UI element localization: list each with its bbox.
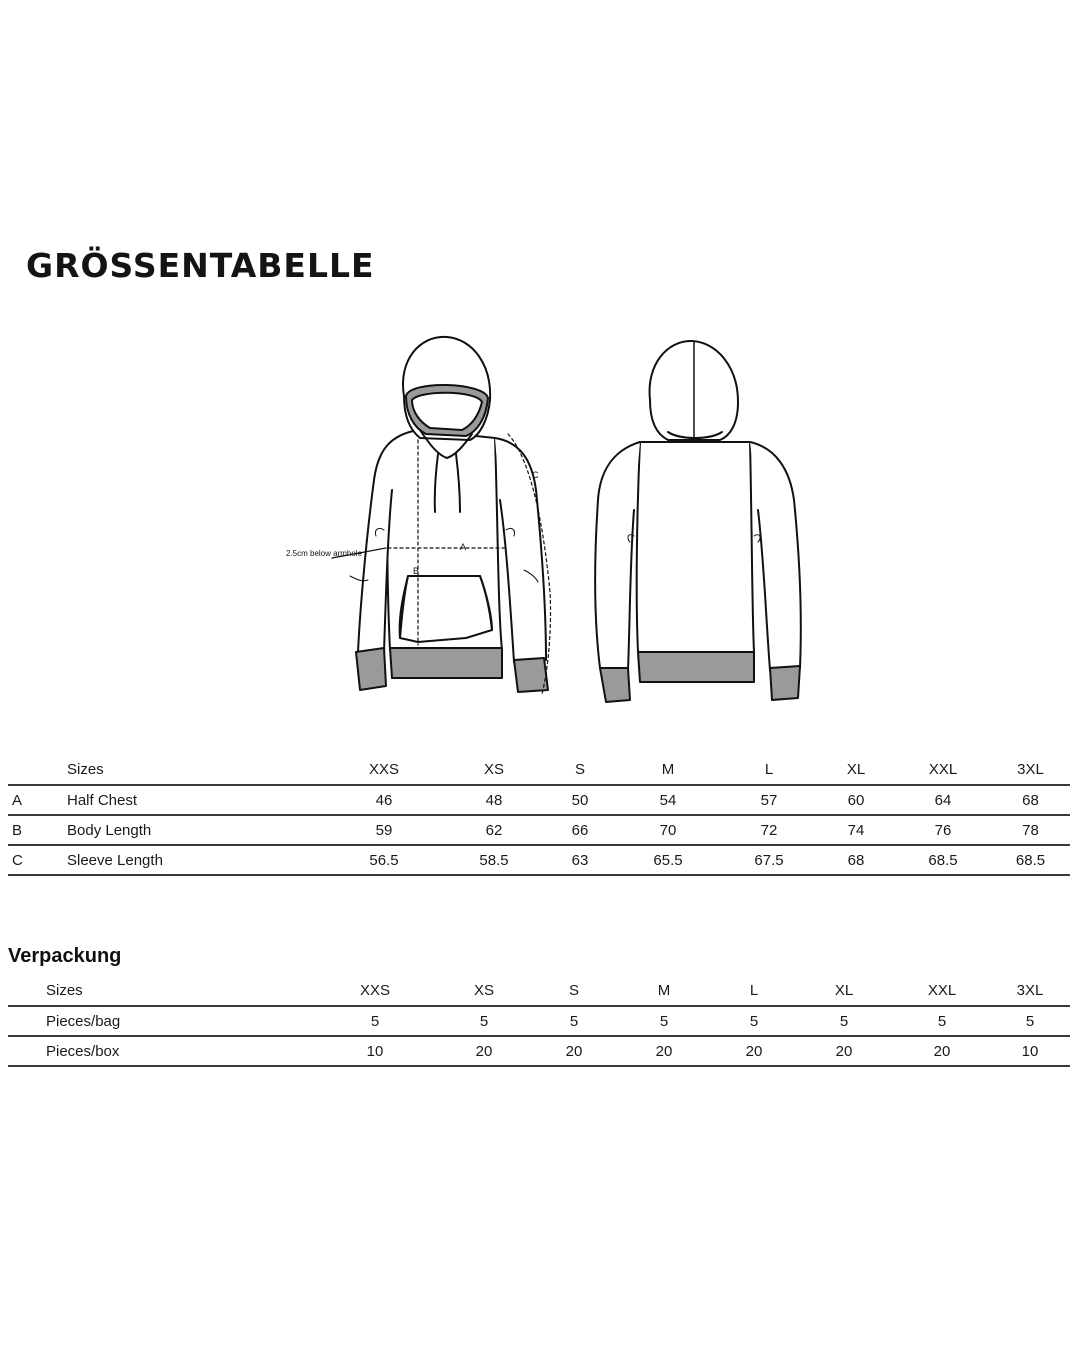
size-col: S bbox=[574, 760, 585, 778]
row-label: Pieces/box bbox=[46, 1036, 316, 1066]
size-col: XL bbox=[846, 760, 866, 778]
page-title: GRÖSSENTABELLE bbox=[26, 246, 375, 285]
hoodie-back bbox=[595, 341, 801, 702]
cell: 76 bbox=[895, 815, 991, 845]
cell: 72 bbox=[721, 815, 817, 845]
cell: 5 bbox=[894, 1006, 990, 1036]
size-table bbox=[8, 754, 1070, 876]
cell: 48 bbox=[443, 785, 545, 815]
cell: 10 bbox=[990, 1036, 1070, 1066]
cell: 58.5 bbox=[443, 845, 545, 875]
row-key: C bbox=[8, 845, 67, 875]
table-row bbox=[8, 1006, 1070, 1036]
cell: 67.5 bbox=[721, 845, 817, 875]
row-label: Half Chest bbox=[67, 785, 325, 815]
table-row bbox=[8, 845, 1070, 875]
cell: 10 bbox=[316, 1036, 434, 1066]
cell: 65.5 bbox=[615, 845, 721, 875]
cell: 20 bbox=[894, 1036, 990, 1066]
header-label: Sizes bbox=[67, 760, 104, 778]
hoodie-illustration bbox=[270, 330, 820, 710]
header-label: Sizes bbox=[46, 981, 83, 999]
cell: 62 bbox=[443, 815, 545, 845]
table-row bbox=[8, 785, 1070, 815]
size-table-header bbox=[8, 754, 1070, 785]
size-col: 3XL bbox=[1017, 760, 1044, 778]
cell: 56.5 bbox=[325, 845, 443, 875]
cell: 5 bbox=[990, 1006, 1070, 1036]
armhole-note: 2.5cm below armhole bbox=[286, 549, 363, 558]
hoodie-diagram bbox=[270, 330, 820, 710]
size-col: XXS bbox=[359, 981, 390, 999]
label-a: A bbox=[460, 542, 467, 552]
cell: 68 bbox=[817, 845, 895, 875]
cell: 5 bbox=[316, 1006, 434, 1036]
size-col: XL bbox=[834, 981, 854, 999]
cell: 63 bbox=[545, 845, 615, 875]
size-col: M bbox=[661, 760, 675, 778]
row-label: Body Length bbox=[67, 815, 325, 845]
cell: 74 bbox=[817, 815, 895, 845]
row-label: Pieces/bag bbox=[46, 1006, 316, 1036]
cell: 66 bbox=[545, 815, 615, 845]
header-key-cell bbox=[8, 754, 67, 785]
cell: 46 bbox=[325, 785, 443, 815]
cell: 20 bbox=[794, 1036, 894, 1066]
cell: 20 bbox=[614, 1036, 714, 1066]
row-spacer bbox=[8, 1036, 46, 1066]
table-row bbox=[8, 815, 1070, 845]
cell: 5 bbox=[794, 1006, 894, 1036]
size-col: XS bbox=[473, 981, 494, 999]
cell: 60 bbox=[817, 785, 895, 815]
size-col: M bbox=[657, 981, 671, 999]
packaging-header bbox=[8, 975, 1070, 1006]
size-col: L bbox=[764, 760, 774, 778]
cell: 68.5 bbox=[895, 845, 991, 875]
cell: 68 bbox=[991, 785, 1070, 815]
cell: 20 bbox=[434, 1036, 534, 1066]
table-row bbox=[8, 1036, 1070, 1066]
size-col: XXL bbox=[927, 981, 957, 999]
size-col: L bbox=[749, 981, 759, 999]
cell: 20 bbox=[714, 1036, 794, 1066]
size-col: 3XL bbox=[1016, 981, 1044, 999]
cell: 59 bbox=[325, 815, 443, 845]
packaging-table bbox=[8, 975, 1070, 1067]
cell: 64 bbox=[895, 785, 991, 815]
cell: 54 bbox=[615, 785, 721, 815]
cell: 20 bbox=[534, 1036, 614, 1066]
row-spacer bbox=[8, 1006, 46, 1036]
cell: 57 bbox=[721, 785, 817, 815]
size-col: S bbox=[568, 981, 579, 999]
cell: 5 bbox=[614, 1006, 714, 1036]
row-label: Sleeve Length bbox=[67, 845, 325, 875]
size-col: XXL bbox=[928, 760, 958, 778]
cell: 5 bbox=[534, 1006, 614, 1036]
cell: 50 bbox=[545, 785, 615, 815]
label-b: B bbox=[413, 566, 420, 576]
row-key: A bbox=[8, 785, 67, 815]
row-key: B bbox=[8, 815, 67, 845]
size-col: XS bbox=[483, 760, 504, 778]
hoodie-front bbox=[350, 337, 548, 692]
packaging-title: Verpackung bbox=[8, 945, 122, 967]
cell: 70 bbox=[615, 815, 721, 845]
cell: 5 bbox=[434, 1006, 534, 1036]
cell: 78 bbox=[991, 815, 1070, 845]
label-c: C bbox=[532, 470, 539, 480]
cell: 68.5 bbox=[991, 845, 1070, 875]
size-col: XXS bbox=[368, 760, 399, 778]
cell: 5 bbox=[714, 1006, 794, 1036]
header-spacer bbox=[8, 975, 46, 1006]
